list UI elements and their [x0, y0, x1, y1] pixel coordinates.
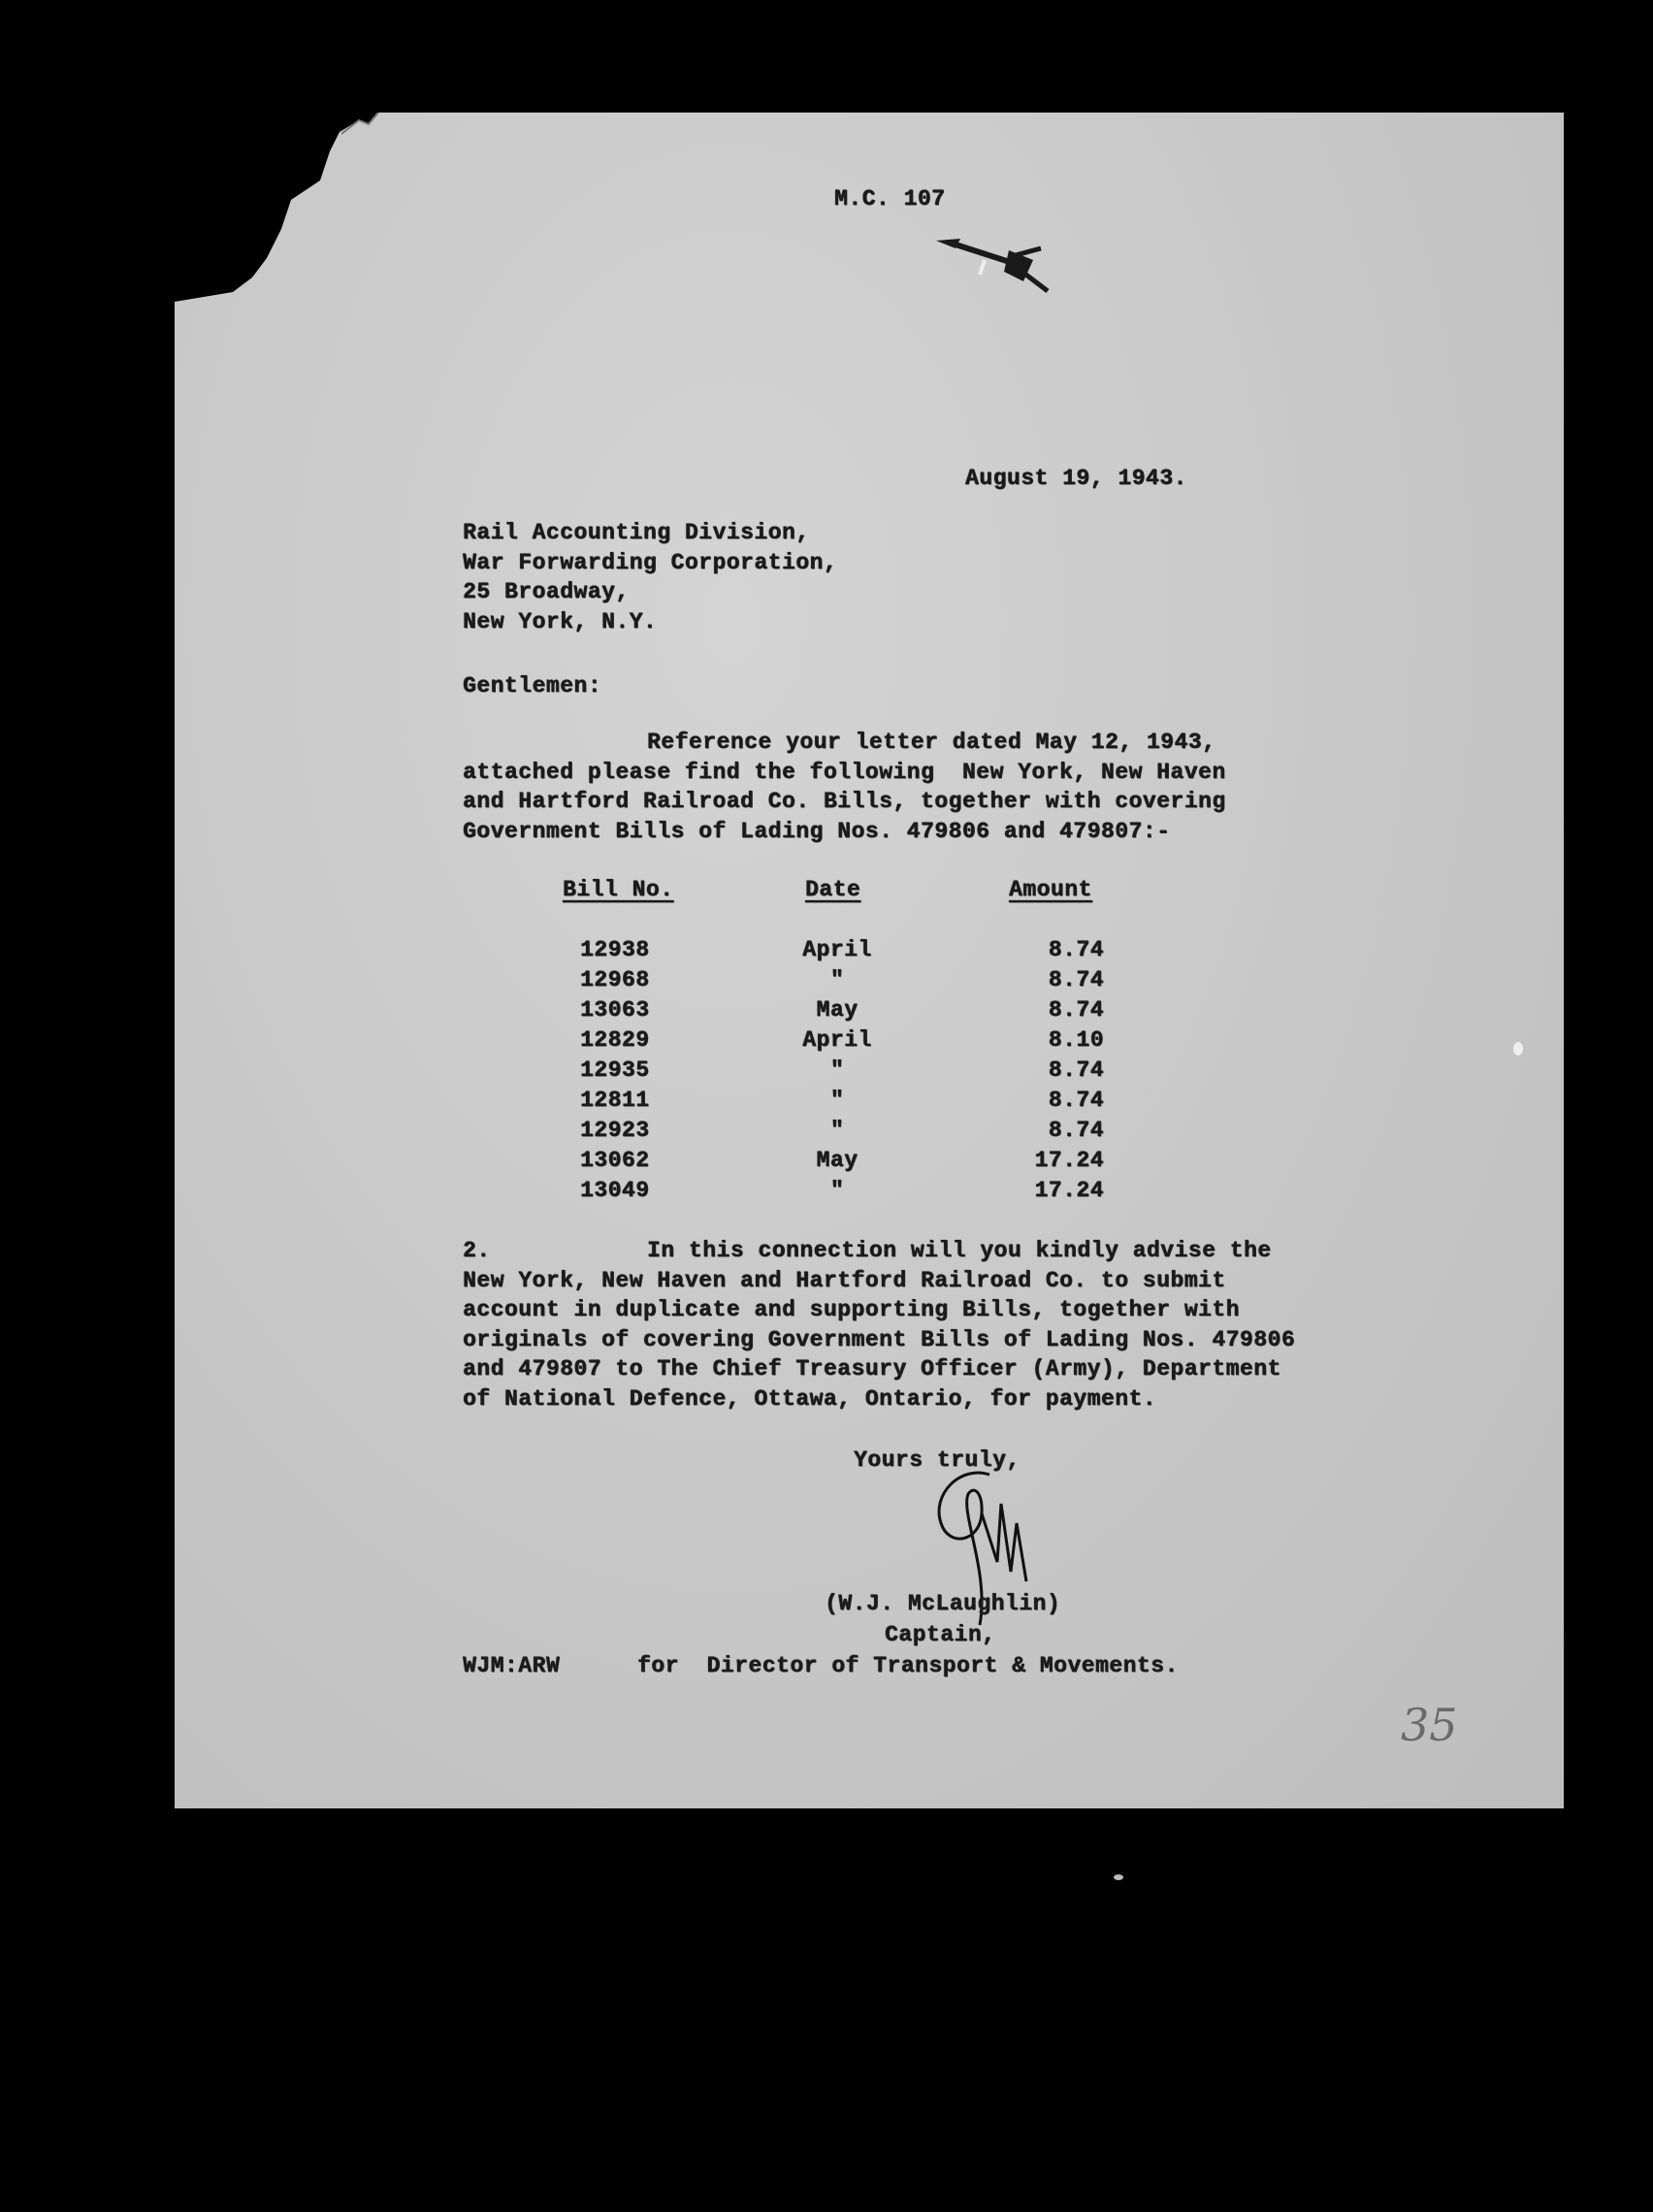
- bill-no-cell: 13062: [580, 1148, 650, 1173]
- table-row: [551, 997, 1104, 1027]
- paragraph-line: New York, New Haven and Hartford Railroad Co. to submit: [463, 1267, 1226, 1293]
- amount-cell: 8.74: [1048, 937, 1104, 962]
- address-line: War Forwarding Corporation,: [463, 549, 838, 575]
- address-line: New York, N.Y.: [463, 608, 658, 634]
- bill-no-cell: 13063: [580, 997, 650, 1023]
- paragraph-line: and Hartford Railroad Co. Bills, together with covering: [463, 789, 1226, 814]
- bill-no-cell: 13049: [580, 1178, 650, 1203]
- amount-cell: 8.10: [1048, 1027, 1104, 1053]
- salutation: Gentlemen:: [463, 673, 602, 699]
- date-cell: May: [816, 1148, 859, 1173]
- amount-cell: 17.24: [1034, 1178, 1104, 1203]
- header-amount: Amount: [1009, 877, 1092, 902]
- date-cell: ": [829, 967, 845, 992]
- bills-table: [551, 877, 1104, 1203]
- bill-no-cell: 12935: [580, 1057, 650, 1083]
- bill-no-cell: 12938: [580, 937, 650, 962]
- table-row: [551, 1027, 1104, 1057]
- handwritten-page-number: [1397, 1694, 1465, 1752]
- amount-cell: 8.74: [1048, 1057, 1104, 1083]
- bill-no-cell: 12811: [580, 1088, 650, 1113]
- date-cell: ": [829, 1178, 845, 1203]
- amount-cell: 8.74: [1048, 1118, 1104, 1143]
- date-cell: ": [829, 1118, 845, 1143]
- signatory-office: for Director of Transport & Movements.: [637, 1653, 1179, 1678]
- header-date: Date: [805, 877, 861, 902]
- recipient-address: [463, 518, 837, 636]
- paragraph-line: Government Bills of Lading Nos. 479806 and 479807:-: [463, 818, 1171, 844]
- date-cell: April: [802, 937, 872, 962]
- svg-text:35: 35: [1401, 1699, 1458, 1751]
- bill-no-cell: 12923: [580, 1118, 650, 1143]
- table-header: [551, 877, 1104, 912]
- header-bill-no: Bill No.: [563, 877, 674, 902]
- letter-date: August 19, 1943.: [965, 466, 1187, 491]
- paragraph-line: Reference your letter dated May 12, 1943,: [647, 730, 1216, 755]
- amount-cell: 17.24: [1034, 1148, 1104, 1173]
- table-row: [551, 1148, 1104, 1178]
- date-cell: May: [816, 997, 859, 1023]
- bill-no-cell: 12829: [580, 1027, 650, 1053]
- signatory-title: Captain,: [885, 1622, 996, 1647]
- date-cell: ": [829, 1088, 845, 1113]
- signatory-name: (W.J. McLaughlin): [825, 1591, 1061, 1616]
- paragraph-line: originals of covering Government Bills of Lading Nos. 479806: [463, 1326, 1296, 1352]
- address-line: 25 Broadway,: [463, 579, 630, 604]
- paragraph-line: of National Defence, Ottawa, Ontario, for payment.: [463, 1385, 1157, 1412]
- table-body: [551, 937, 1104, 1208]
- amount-cell: 8.74: [1048, 997, 1104, 1023]
- paragraph-line: and 479807 to The Chief Treasury Officer (Army), Department: [463, 1356, 1281, 1382]
- address-line: Rail Accounting Division,: [463, 520, 810, 545]
- date-cell: April: [802, 1027, 872, 1053]
- table-row: [551, 1057, 1104, 1088]
- date-cell: ": [829, 1057, 845, 1083]
- paragraph-line: 2. In this connection will you kindly advise the: [463, 1236, 1295, 1266]
- table-row: [551, 1088, 1104, 1118]
- paragraph-line: attached please find the following New York, New Haven: [463, 759, 1226, 785]
- table-row: [551, 937, 1104, 967]
- arrow-stamp-mark: [926, 221, 1062, 318]
- paragraph-1: [463, 728, 1226, 846]
- paragraph-2: [463, 1236, 1295, 1414]
- closing: Yours truly,: [854, 1448, 1021, 1473]
- amount-cell: 8.74: [1048, 967, 1104, 992]
- scan-speck: [1513, 1042, 1523, 1056]
- scan-speck: [1114, 1874, 1123, 1880]
- amount-cell: 8.74: [1048, 1088, 1104, 1113]
- paragraph-line: account in duplicate and supporting Bills, together with: [463, 1297, 1240, 1322]
- table-row: [551, 967, 1104, 997]
- reference-initials: WJM:ARW: [463, 1653, 561, 1678]
- file-number: M.C. 107: [834, 186, 946, 211]
- paragraph-number: 2.: [463, 1238, 491, 1263]
- table-row: [551, 1118, 1104, 1148]
- table-row: [551, 1178, 1104, 1208]
- bill-no-cell: 12968: [580, 967, 650, 992]
